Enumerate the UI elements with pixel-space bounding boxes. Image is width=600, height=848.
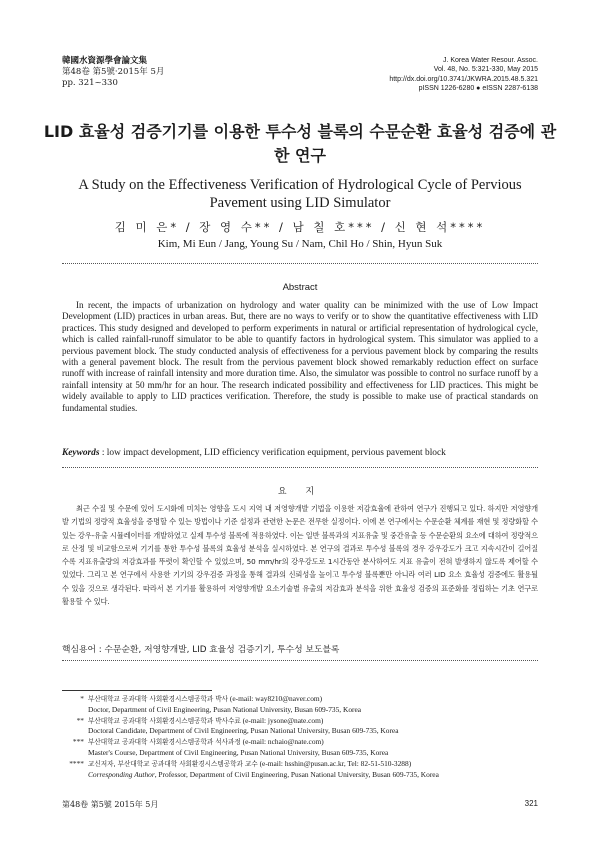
volume-english: Vol. 48, No. 5:321-330, May 2015	[433, 66, 538, 74]
footnote-email[interactable]: (e-mail: nchaio@nate.com)	[242, 737, 324, 747]
footnote-1	[62, 694, 538, 716]
journal-name-english: J. Korea Water Resour. Assoc.	[442, 57, 538, 64]
footnote-3	[62, 737, 538, 759]
footnote-email[interactable]: (e-mail: hsshin@pusan.ac.kr, Tel: 82-51-510-3288)	[259, 758, 412, 768]
korean-keywords: 핵심용어 : 수문순환, 저영향개발, LID 효율성 검증기기, 투수성 보도블록	[62, 645, 340, 655]
korean-abstract-heading: 요 지	[277, 487, 323, 497]
doi-link[interactable]: http://dx.doi.org/10.3741/JKWRA.2015.48.5.321	[389, 75, 538, 83]
journal-name-korean: 韓國水資源學會論文集	[62, 56, 148, 66]
footnote-affiliation-korean: 부산대학교 공과대학 사회환경시스템공학과 박사수료	[88, 716, 241, 725]
footnote-rule	[62, 690, 212, 691]
abstract-heading: Abstract	[282, 282, 318, 293]
footnote-affiliation-korean: 교신저자, 부산대학교 공과대학 사회환경시스템공학과 교수	[88, 759, 258, 768]
footnote-email[interactable]: (e-mail: way8210@naver.com)	[229, 694, 323, 703]
footnote-marker: ****	[69, 758, 84, 768]
divider-korean	[62, 660, 538, 661]
keywords	[62, 448, 538, 458]
page-number: 321	[524, 799, 538, 808]
footnote-affiliation-korean: 부산대학교 공과대학 사회환경시스템공학과 박사	[88, 695, 229, 703]
title-english: A Study on the Effectiveness Verification of Hydrological Cycle of Pervious Pavement using LID Simulator	[78, 177, 522, 211]
footnote-email[interactable]: (e-mail: jysone@nate.com)	[242, 715, 324, 725]
footnotes	[62, 694, 538, 780]
issn: pISSN 1226-6280 ● eISSN 2287-6138	[418, 85, 538, 93]
divider-top	[62, 263, 538, 264]
footnote-affiliation-korean: 부산대학교 공과대학 사회환경시스템공학과 석사과정	[88, 738, 241, 747]
keywords-label: Keywords	[62, 448, 100, 458]
footer-volume: 第48卷 第5號 2015年 5月	[62, 800, 159, 809]
korean-abstract-text: 최근 수질 및 수문에 있어 도시화에 미치는 영향을 도시 지역 내 저영향개발 기법을 이용한 저감효율에 관하여 연구가 진행되고 있다. 하지만 저영향개발 기법의 정량적 효율성을 증명할 수 있는 방법이나 기준 설정과 관련한 논문은 전무한 실정이다. 이에 본 연구에서는 수문순환 체계를 재현 및 정량화할 수 있는 강우-유출 시뮬레이터를 개발하였고 실제 투수성 블록에 적용하였다. 이는 일반 블록과의 지표유출 및 중간유출 등 수문순환의 요소에 대하여 정량적으로 산정 및 비교함으로써 기기를 통한 투수성 블록의 효율성 분석을 실시하였다. 본 연구의 결과로 투수성 블록의 경우 강우강도가 크고 지속시간이 길어질수록 지표유출량의 저감효과를 뚜렷이 확인할 수 있었으며, 50 mm/hr의 강우강도로 1시간동안 분사하여도 지표 유출이 전혀 발생하지 않도록 제어할 수 있었다. 그리고 본 연구에서 사용한 기기의 강우검증 과정을 통해 결과의 신뢰성을 높이고 투수성 블록뿐만 아니라 여러 LID 요소 효율성 검증에도 활용될 수 있을 것으로 생각된다. 따라서 본 기기를 활용하여 저영향개발 요소기술별 유출의 저감효과 분석을 위한 효율성 검증의 표준화를 정립하는 기초 연구로 활용할 수 있다.	[62, 504, 538, 607]
footnote-affiliation-english: Master's Course, Department of Civil Engineering, Pusan National University, Busan 609-735, Korea	[88, 747, 389, 757]
abstract-text: In recent, the impacts of urbanization on hydrology and water quality can be minimized with the use of Low Impact Development (LID) practices in urban areas. But, there are no ways to verify or to show the quantitative effectiveness with LID practices. This study designed and developed to perform experiments in natural or artificial representation of hydrological cycle, which is called rainfall-runoff simulator to be able to quantify factors in hydrological system. This simulator was applied to a pervious pavement block. The study conducted analysis of effectiveness for a pervious pavement block by comparing the results with a general pavement block. The result from the pervious pavement block showed remarkably reduction effect on surface runoff with increase of rainfall intensity and more duration time. Also, the simulator was possible to control no surface runoff by a rainfall intensity at 50 mm/hr for an hour. The research indicated possibility and effectiveness for LID practices. This might be widely available to apply to LID practices verification. Therefore, the study is possible to make use of practical standards on fundamental studies.	[62, 300, 538, 413]
footnote-affiliation-english: Doctor, Department of Civil Engineering, Pusan National University, Busan 609-735, Korea	[88, 704, 362, 714]
authors-korean: 김 미 은* / 장 영 수** / 남 칠 호*** / 신 현 석****	[114, 220, 486, 234]
footnote-marker: ***	[72, 737, 84, 747]
footnote-affiliation-english-text: , Professor, Department of Civil Engineering, Pusan National University, Busan 609-735, Korea	[154, 769, 439, 779]
footnote-2	[62, 716, 538, 738]
journal-header-left	[62, 56, 312, 89]
footnote-affiliation-english: Doctoral Candidate, Department of Civil Engineering, Pusan National University, Busan 609-735, Korea	[88, 726, 399, 736]
page-range: pp. 321~330	[62, 78, 118, 88]
footnote-4	[62, 759, 538, 781]
divider-abstract	[62, 467, 538, 468]
footnote-marker: *	[80, 694, 84, 703]
title-korean: LID 효율성 검증기기를 이용한 투수성 블록의 수문순환 효율성 검증에 관한 연구	[43, 122, 557, 165]
footnote-affiliation-english	[62, 770, 538, 781]
volume-korean: 第48卷 第5號·2015年 5月	[62, 67, 165, 77]
corresponding-author-label: Corresponding Author	[88, 769, 155, 779]
authors-english: Kim, Mi Eun / Jang, Young Su / Nam, Chil Ho / Shin, Hyun Suk	[157, 238, 443, 250]
footnote-marker: **	[76, 715, 84, 725]
keywords-text: : low impact development, LID efficiency verification equipment, pervious pavement block	[101, 448, 446, 458]
journal-header-right	[278, 56, 538, 94]
